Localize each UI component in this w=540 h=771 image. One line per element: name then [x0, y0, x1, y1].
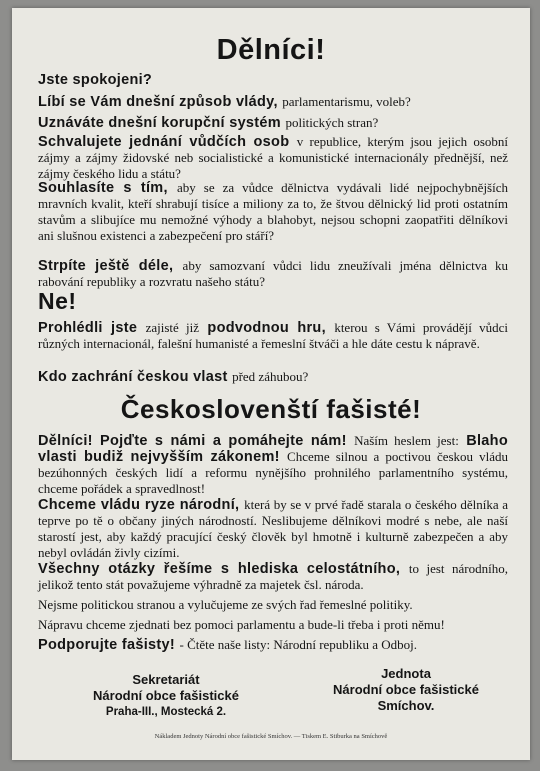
vlada-bold: Chceme vládu ryze národní,: [38, 497, 240, 513]
signature-left: [66, 672, 266, 720]
paragraph-otazky: [38, 561, 508, 593]
question-5-rest: aby se za vůdce dělnictva vydávali lidé nejpochybnějších mravních kvalit, kteří shrabují tisíce a miliony za to, že štvou dělnický lid proti ostatním stavům a slibujíce mu nemožné výhody a blahobyt, nejsou schopni zaopatřiti dělníkovi ani slušnou existenci a zabezpečení pro stáří?: [38, 180, 508, 243]
question-2: [38, 94, 508, 110]
prohledli-bold: Prohlédli jste: [38, 320, 138, 336]
question-2-rest: parlamentarismu, voleb?: [282, 94, 411, 109]
signature-left-line-3: Praha-III., Mostecká 2.: [105, 706, 227, 718]
question-7-bold: Kdo zachrání českou vlast: [38, 369, 228, 385]
poster-subtitle: Českoslovenští fašisté!: [120, 394, 422, 424]
paragraph-vlada: [38, 497, 508, 561]
question-1: [38, 72, 508, 88]
question-7-rest: před záhubou?: [232, 369, 309, 384]
ne-heading: Ne!: [38, 288, 77, 314]
paragraph-delnici: [38, 433, 508, 497]
signature-left-line-1: Sekretariát: [132, 672, 200, 687]
question-5-bold: Souhlasíte s tím,: [38, 180, 168, 196]
podporujte-bold: Podporujte fašisty!: [38, 637, 176, 653]
prohledli-bold-2: podvodnou hru,: [207, 320, 326, 336]
imprint-footer: Nákladem Jednoty Národní obce fašistické Smíchov. — Tiskem E. Stiburka na Smíchově: [154, 733, 388, 740]
nejsme-text: Nejsme politickou stranou a vylučujeme ze svých řad řemeslné politiky.: [38, 597, 413, 612]
question-4-rest: v republice, kterým jsou jejich osobní zájmy a zájmy židovské neb socialistické a komunistické internacionály přednější, než zájmy českého lidu a státu?: [38, 134, 509, 181]
delnici-rest: Chceme silnou a poctivou českou vládu bezúhonných českých lidí a reformu nynějšího prohnilého parlamentního systému, chceme pořádek a spravedlnost!: [38, 449, 508, 496]
signature-right-line-2: Národní obce fašistické: [333, 682, 479, 697]
paragraph-nejsme: [38, 597, 508, 613]
question-6: [38, 258, 508, 290]
signature-right-line-1: Jednota: [381, 666, 431, 681]
signature-right: [306, 666, 506, 714]
question-5: [38, 180, 508, 244]
paragraph-napravu: [38, 617, 508, 633]
question-3-bold: Uznáváte dnešní korupční systém: [38, 115, 281, 131]
question-6-rest: aby samozvaní vůdci lidu zneužívali jména dělnictva ku rabování republiky a rozvratu našeho státu?: [38, 258, 508, 289]
otazky-rest: to jest národního, jelikož tento stát považujeme výhradně za majetek čsl. národa.: [38, 561, 508, 592]
question-3-rest: politických stran?: [285, 115, 379, 130]
podporujte-rest: - Čtěte naše listy: Národní republiku a Odboj.: [179, 637, 418, 652]
question-2-bold: Líbí se Vám dnešní způsob vlády,: [38, 94, 278, 110]
question-3: [38, 115, 508, 131]
poster-title: Dělníci!: [216, 34, 326, 66]
question-4-bold: Schvalujete jednání vůdčích osob: [38, 134, 290, 150]
delnici-mid: Naším heslem jest:: [354, 433, 459, 448]
paragraph-podporujte: [38, 637, 508, 653]
prohledli-mid: zajisté již: [145, 320, 200, 335]
delnici-bold-2: Blaho vlasti budiž nejvyšším zákonem!: [38, 433, 508, 465]
napravu-text: Nápravu chceme zjednati bez pomoci parlamentu a bude-li třeba i proti němu!: [38, 617, 445, 632]
otazky-bold: Všechny otázky řešíme s hlediska celostátního,: [38, 561, 401, 577]
question-4: [38, 134, 508, 182]
question-6-bold: Strpíte ještě déle,: [38, 258, 174, 274]
vlada-rest: která by se v prvé řadě starala o českého dělníka a teprve po tě o občany jiných národností. Neslibujeme dělníkovi modré s nebe, ale naší starostí jest, aby každý pracující český člověk byl hmotně i kulturně zabezpečen a aby nebyl ovládán živly cizími.: [38, 497, 508, 560]
delnici-bold: Dělníci! Pojďte s námi a pomáhejte nám!: [38, 433, 347, 449]
question-7: [38, 369, 508, 385]
signature-right-line-3: Smíchov.: [377, 698, 435, 713]
prohledli-rest: kterou s Vámi provádějí vůdci různých internacionál, falešní humanisté a řemeslní štváči a hle dáte cestu k nápravě.: [38, 320, 508, 351]
poster-page: [12, 8, 530, 760]
signature-left-line-2: Národní obce fašistické: [93, 688, 239, 703]
question-1-text: Jste spokojeni?: [38, 72, 153, 88]
paragraph-prohledli: [38, 320, 508, 352]
